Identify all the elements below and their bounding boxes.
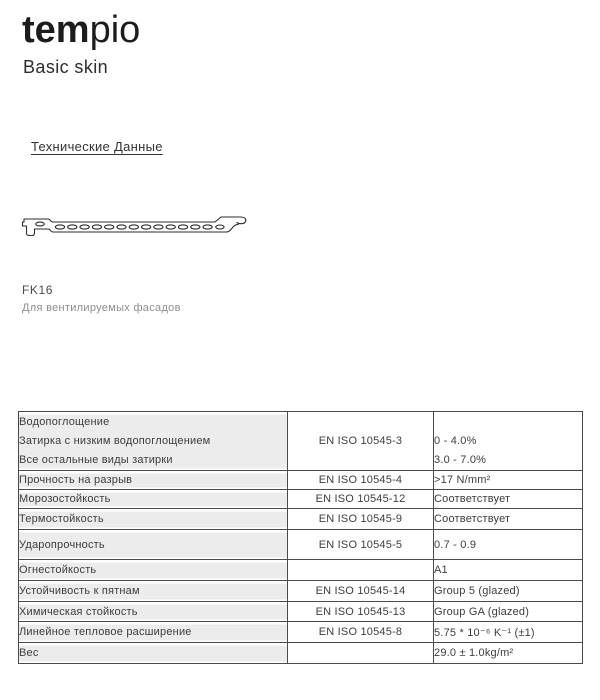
property-value: Соответствует: [434, 509, 583, 530]
standard-reference: [288, 643, 434, 664]
property-label: Прочность на разрыв: [19, 471, 288, 490]
property-label: Огнестойкость: [19, 560, 288, 581]
property-value: >17 N/mm²: [434, 471, 583, 490]
logo-text-bold: tem: [22, 9, 90, 51]
standard-reference: [288, 560, 434, 581]
table-row: [19, 643, 583, 664]
property-label: Вес: [19, 643, 288, 664]
property-value: 29.0 ± 1.0kg/m²: [434, 643, 583, 664]
property-value: 5.75 * 10⁻⁶ K⁻¹ (±1): [434, 622, 583, 643]
table-row: [19, 412, 583, 471]
property-label: Устойчивость к пятнам: [19, 581, 288, 602]
product-description: Для вентилируемых фасадов: [22, 302, 181, 314]
product-line-title: Basic skin: [23, 57, 109, 77]
table-row: [19, 602, 583, 622]
panel-profile-drawing-icon: [20, 213, 252, 243]
standard-reference: EN ISO 10545-12: [288, 490, 434, 509]
property-value: Group 5 (glazed): [434, 581, 583, 602]
property-label-line: Все остальные виды затирки: [19, 453, 173, 466]
logo-text-light: pio: [89, 9, 141, 51]
property-label: Линейное тепловое расширение: [19, 622, 288, 643]
spec-table-body: [19, 412, 583, 664]
property-value: A1: [434, 560, 583, 581]
technical-spec-table: [18, 411, 583, 664]
standard-reference: EN ISO 10545-3: [288, 412, 434, 471]
table-row: [19, 622, 583, 643]
standard-reference: EN ISO 10545-9: [288, 509, 434, 530]
property-label: Морозостойкость: [19, 490, 288, 509]
table-row: [19, 560, 583, 581]
property-value-line: [434, 413, 582, 432]
section-heading-technical-data: Технические Данные: [31, 139, 163, 154]
property-label-line: Затирка с низким водопоглощением: [19, 434, 211, 447]
property-label: [19, 412, 288, 471]
table-row: [19, 530, 583, 560]
table-row: [19, 490, 583, 509]
standard-reference: EN ISO 10545-5: [288, 530, 434, 560]
property-value: [434, 412, 583, 471]
table-row: [19, 581, 583, 602]
property-value-line: 0 - 4.0%: [434, 434, 477, 447]
property-label: Термостойкость: [19, 509, 288, 530]
standard-reference: EN ISO 10545-4: [288, 471, 434, 490]
standard-reference: EN ISO 10545-14: [288, 581, 434, 602]
property-label: Ударопрочность: [19, 530, 288, 560]
standard-reference: EN ISO 10545-8: [288, 622, 434, 643]
table-row: [19, 471, 583, 490]
property-label: Химическая стойкость: [19, 602, 288, 622]
table-row: [19, 509, 583, 530]
brand-logo: [22, 8, 140, 52]
product-code: FK16: [22, 283, 54, 297]
property-label-line: Водопоглощение: [19, 415, 110, 428]
property-value-line: 3.0 - 7.0%: [434, 453, 487, 466]
property-value: Соответствует: [434, 490, 583, 509]
property-value: Group GA (glazed): [434, 602, 583, 622]
standard-reference: EN ISO 10545-13: [288, 602, 434, 622]
property-value: 0.7 - 0.9: [434, 530, 583, 560]
